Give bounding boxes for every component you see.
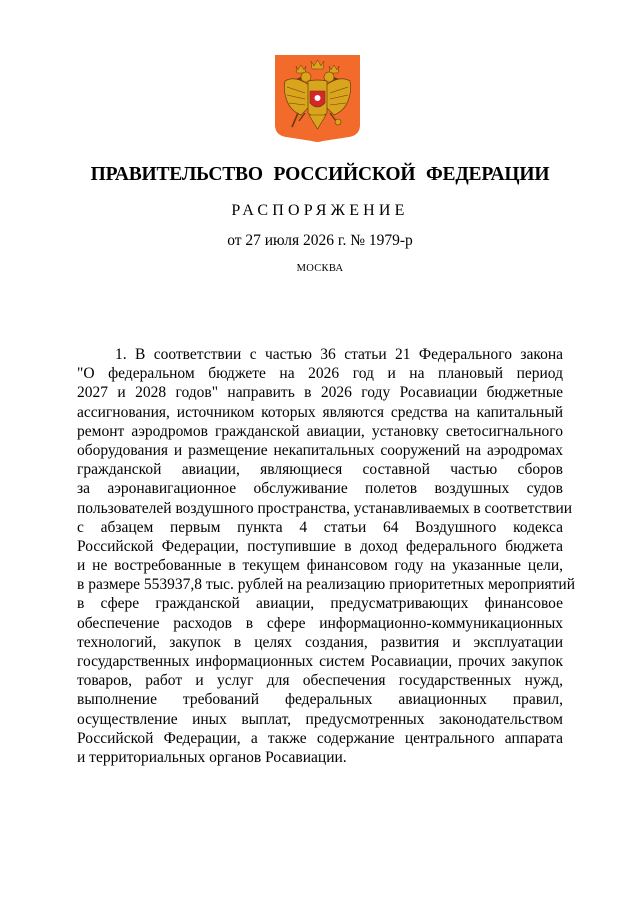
paragraph-line: за аэронавигационное обслуживание полетов воздушных судов xyxy=(77,480,563,498)
paragraph-line: ассигнования, источником которых являются средства на капитальный xyxy=(77,403,563,421)
paragraph-line: товаров, работ и услуг для обеспечения государственных нужд, xyxy=(77,672,563,690)
paragraph-line: осуществление иных выплат, предусмотренных законодательством xyxy=(77,710,563,728)
document-type: РАСПОРЯЖЕНИЕ xyxy=(231,202,409,219)
paragraph-line: гражданской авиации, являющиеся составной частью сборов xyxy=(77,461,563,479)
paragraph-line: и территориальных органов Росавиации. xyxy=(77,748,347,766)
paragraph-line: пользователей воздушного пространства, устанавливаемых в соответствии xyxy=(77,499,573,517)
paragraph-line: с абзацем первым пункта 4 статьи 64 Воздушного кодекса xyxy=(77,518,563,536)
paragraph-line: в сфере гражданской авиации, предусматривающих финансовое xyxy=(77,595,563,613)
paragraph-line: государственных информационных систем Росавиации, прочих закупок xyxy=(77,653,563,670)
coat-of-arms-icon xyxy=(275,55,360,143)
paragraph-line: в размере 553937,8 тыс. рублей на реализацию приоритетных мероприятий xyxy=(77,576,575,594)
paragraph-line: обеспечение расходов в сфере информационно-коммуникационных xyxy=(77,614,563,632)
paragraph-line: и не востребованные в текущем финансовом году на указанные цели, xyxy=(77,557,563,575)
paragraph-line: Российской Федерации, поступившие в доход федерального бюджета xyxy=(77,537,563,555)
organization-title: ПРАВИТЕЛЬСТВО РОССИЙСКОЙ ФЕДЕРАЦИИ xyxy=(90,164,550,185)
paragraph-line: "О федеральном бюджете на 2026 год и на плановый период xyxy=(77,365,563,383)
paragraph-line: Российской Федерации, а также содержание центрального аппарата xyxy=(77,729,563,747)
paragraph-line: выполнение требований федеральных авиационных правил, xyxy=(77,691,563,709)
paragraph-line: 2027 и 2028 годов" направить в 2026 году Росавиации бюджетные xyxy=(77,384,563,402)
paragraph-line: ремонт аэродромов гражданской авиации, установку светосигнального xyxy=(77,422,563,440)
paragraph-line: 1. В соответствии с частью 36 статьи 21 Федерального закона xyxy=(115,346,563,363)
paragraph-line: оборудования и размещение некапитальных сооружений на аэродромах xyxy=(77,441,563,459)
directive-paragraph xyxy=(77,345,575,767)
city-name: МОСКВА xyxy=(296,263,344,274)
document-date-number: от 27 июля 2026 г. № 1979-р xyxy=(227,232,413,249)
paragraph-line: технологий, закупок в целях создания, развития и эксплуатации xyxy=(77,633,563,651)
